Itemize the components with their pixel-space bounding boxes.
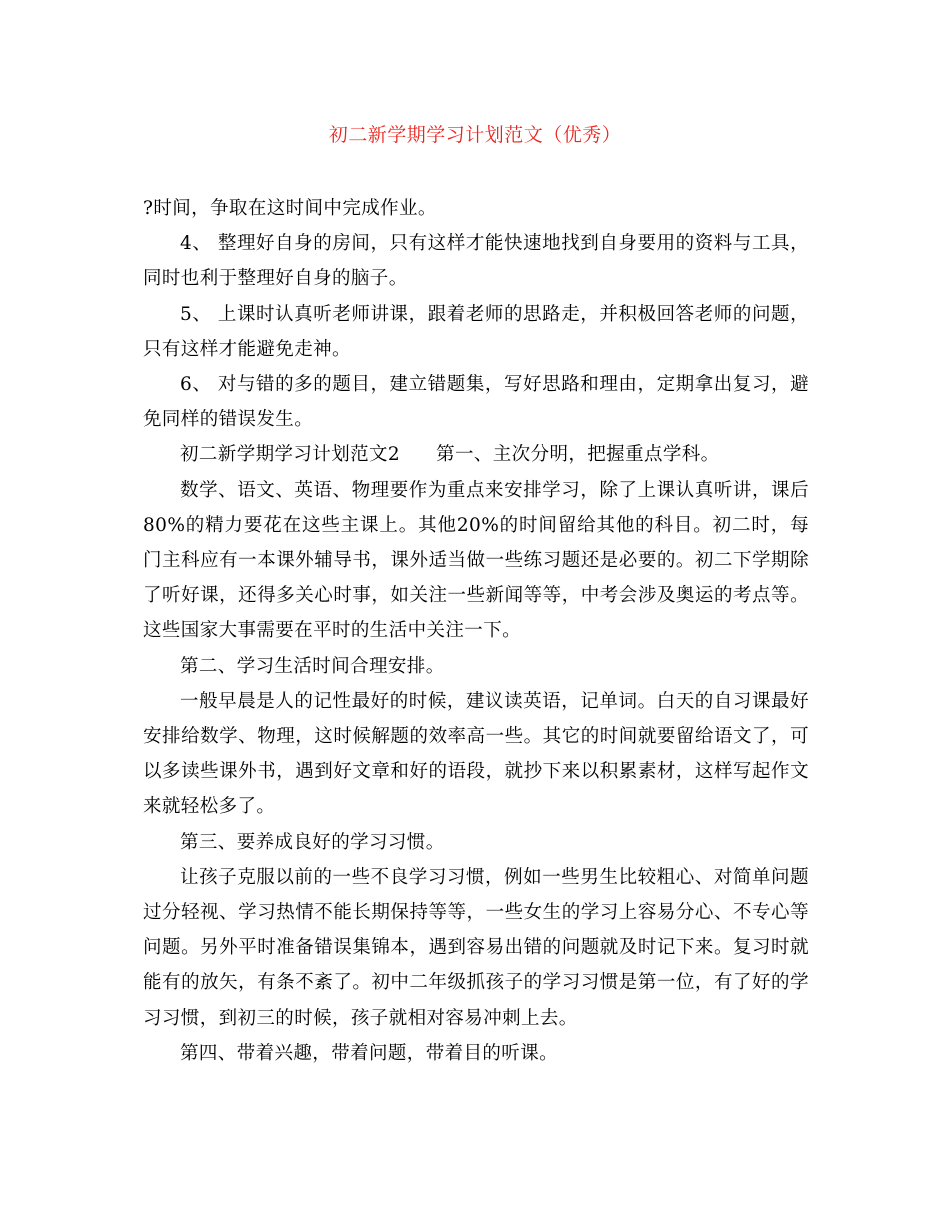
paragraph-item-6: 6、 对与错的多的题目，建立错题集，写好思路和理由，定期拿出复习，避免同样的错误发生。 (143, 374, 809, 431)
section-heading (143, 437, 809, 472)
section-title: 初二新学期学习计划范文2 (180, 444, 401, 466)
paragraph-item-4: 4、 整理好自身的房间，只有这样才能快速地找到自身要用的资料与工具，同时也利于整理好自身的脑子。 (143, 233, 809, 290)
paragraph-item-5: 5、 上课时认真听老师讲课，跟着老师的思路走，并积极回答老师的问题，只有这样才能避免走神。 (143, 303, 809, 360)
document-body (143, 191, 809, 1071)
document-title: 初二新学期学习计划范文（优秀） (328, 124, 622, 146)
paragraph-study-habits: 让孩子克服以前的一些不良学习习惯，例如一些男生比较粗心、对简单问题过分轻视、学习热情不能长期保持等等，一些女生的学习上容易分心、不专心等问题。另外平时准备错误集锦本，遇到容易出错的问题就及时记下来。复习时就能有的放矢，有条不紊了。初中二年级抓孩子的学习习惯是第一位，有了好的学习习惯，到初三的时候，孩子就相对容易冲刺上去。 (143, 866, 809, 1029)
paragraph-continuation: ?时间，争取在这时间中完成作业。 (143, 198, 437, 219)
heading-point-3: 第三、要养成良好的学习习惯。 (180, 831, 445, 853)
paragraph-key-subjects: 数学、语文、英语、物理要作为重点来安排学习，除了上课认真听讲，课后80%的精力要花在这些主课上。其他20%的时间留给其他的科目。初二时，每门主科应有一本课外辅导书，课外适当做一些练习题还是必要的。初二下学期除了听好课，还得多关心时事，如关注一些新闻等等，中考会涉及奥运的考点等。这些国家大事需要在平时的生活中关注一下。 (143, 479, 809, 642)
paragraph-time-arrangement: 一般早晨是人的记性最好的时候，建议读英语，记单词。白天的自习课最好安排给数学、物理，这时候解题的效率高一些。其它的时间就要留给语文了，可以多读些课外书，遇到好文章和好的语段，就抄下来以积累素材，这样写起作文来就轻松多了。 (143, 690, 809, 818)
heading-point-4: 第四、带着兴趣，带着问题，带着目的听课。 (180, 1042, 559, 1064)
heading-point-2: 第二、学习生活时间合理安排。 (180, 655, 445, 677)
section-first-point: 第一、主次分明，把握重点学科。 (436, 444, 720, 466)
